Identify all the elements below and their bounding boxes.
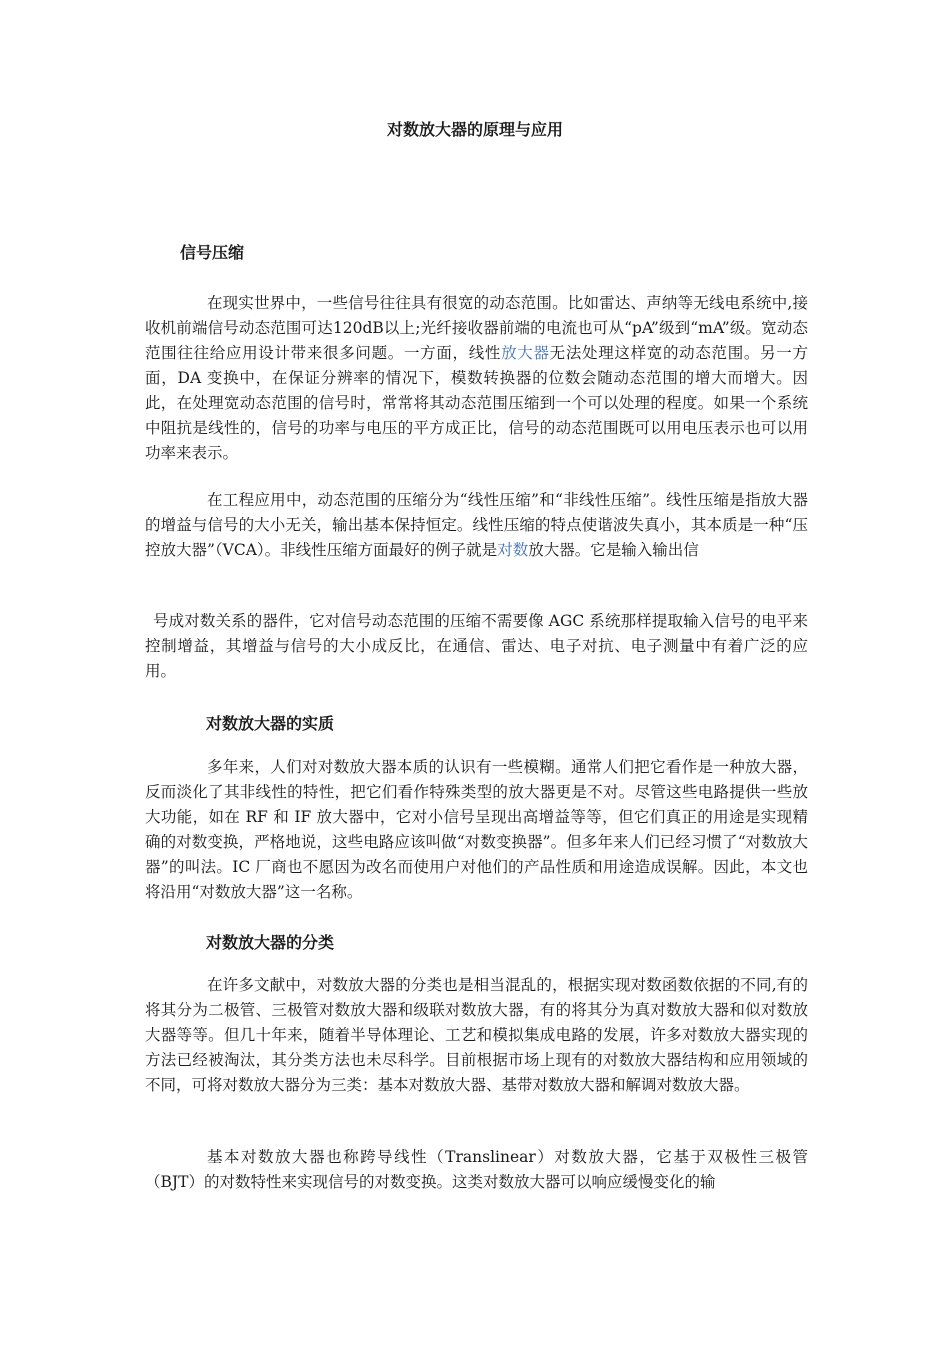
heading-essence: 对数放大器的实质 (206, 714, 335, 733)
paragraph-3: 号成对数关系的器件，它对信号动态范围的压缩不需要像 AGC 系统那样提取输入信号的电平来控制增益，其增益与信号的大小成反比，在通信、雷达、电子对抗、电子测量中有着广泛的应用。 (145, 612, 808, 680)
paragraph-1-text-b: 无法处理这样宽的动态范围。另一方面，DA 变换中，在保证分辨率的情况下，模数转换器的位数会随动态范围的增大而增大。因此，在处理宽动态范围的信号时，常常将其动态范围压缩到一个可以处理的程度。如果一个系统中阻抗是线性的，信号的功率与电压的平方成正比，信号的动态范围既可以用电压表示也可以用功率来表示。 (145, 344, 808, 462)
paragraph-2 (145, 488, 808, 563)
paragraph-4: 多年来，人们对对数放大器本质的认识有一些模糊。通常人们把它看作是一种放大器，反而淡化了其非线性的特性，把它们看作特殊类型的放大器更是不对。尽管这些电路提供一些放大功能，如在 RF 和 IF 放大器中，它对小信号呈现出高增益等等，但它们真正的用途是实现精确的对数变换，严格地说，这些电路应该叫做“对数变换器”。但多年来人们已经习惯了“对数放大器”的叫法。IC 厂商也不愿因为改名而使用户对他们的产品性质和用途造成误解。因此，本文也将沿用“对数放大器”这一名称。 (145, 758, 808, 901)
heading-signal-compression: 信号压缩 (180, 243, 245, 262)
paragraph-1-text-a: 在现实世界中，一些信号往往具有很宽的动态范围。比如雷达、声纳等无线电系统中,接收机前端信号动态范围可达120dB以上;光纤接收器前端的电流也可从“pA”级到“mA”级。宽动态范围往往给应用设计带来很多问题。一方面，线性 (145, 294, 808, 362)
link-amplifier[interactable]: 放大器 (501, 344, 550, 362)
paragraph-2-text-b: 放大器。它是输入输出信 (528, 541, 699, 559)
paragraph-2-text-a: 在工程应用中，动态范围的压缩分为“线性压缩”和“非线性压缩”。线性压缩是指放大器的增益与信号的大小无关，输出基本保持恒定。线性压缩的特点使谐波失真小，其本质是一种“压控放大器”（VCA）。非线性压缩方面最好的例子就是 (145, 491, 808, 559)
paragraph-1 (145, 291, 808, 466)
page-title: 对数放大器的原理与应用 (386, 120, 563, 139)
link-logarithmic[interactable]: 对数 (497, 541, 529, 559)
paragraph-5: 在许多文献中，对数放大器的分类也是相当混乱的，根据实现对数函数依据的不同,有的将其分为二极管、三极管对数放大器和级联对数放大器，有的将其分为真对数放大器和似对数放大器等等。但几十年来，随着半导体理论、工艺和模拟集成电路的发展，许多对数放大器实现的方法已经被淘汰，其分类方法也未尽科学。目前根据市场上现有的对数放大器结构和应用领域的不同，可将对数放大器分为三类：基本对数放大器、基带对数放大器和解调对数放大器。 (145, 976, 808, 1094)
heading-classification: 对数放大器的分类 (206, 933, 335, 952)
paragraph-6: 基本对数放大器也称跨导线性（Translinear）对数放大器，它基于双极性三极管（BJT）的对数特性来实现信号的对数变换。这类对数放大器可以响应缓慢变化的输 (145, 1148, 808, 1191)
